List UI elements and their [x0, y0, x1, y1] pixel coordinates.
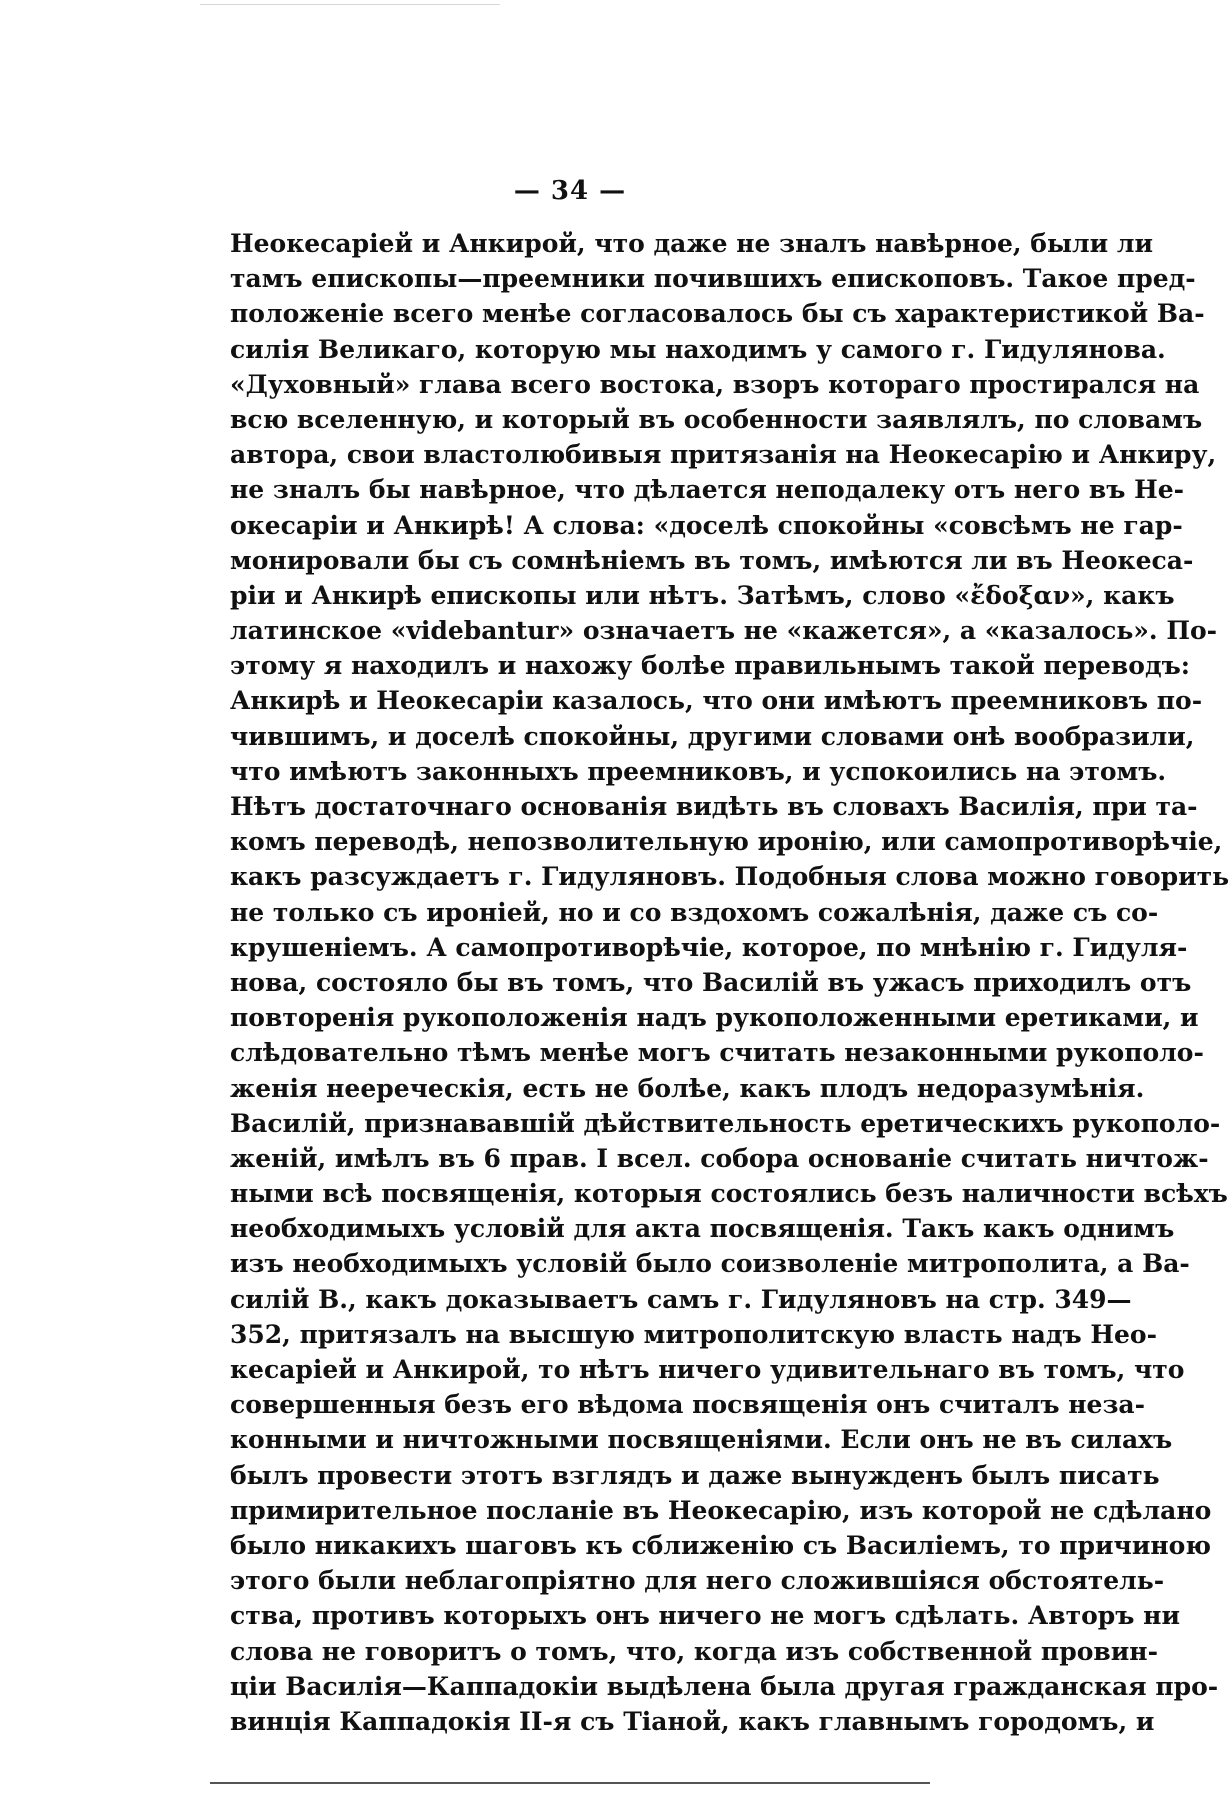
text-line: нова, состояло бы въ томъ, что Василій въ ужасъ приходилъ отъ	[230, 967, 1192, 997]
text-line: какъ разсуждаетъ г. Гидуляновъ. Подобныя слова можно говорить	[230, 862, 1229, 892]
text-line: «Духовный» глава всего востока, взоръ котораго простирался на	[230, 369, 1200, 399]
text-line: латинское «videbantur» означаетъ не «кажется», а «казалось». По-	[230, 616, 1217, 646]
text-line: чившимъ, и доселѣ спокойны, другими словами онѣ вообразили,	[230, 721, 1195, 751]
text-line: конными и ничтожными посвященіями. Если онъ не въ силахъ	[230, 1425, 1173, 1455]
text-line: что имѣютъ законныхъ преемниковъ, и успокоились на этомъ.	[230, 756, 1167, 786]
scan-edge-bottom	[210, 1782, 930, 1784]
text-line: былъ провести этотъ взглядъ и даже вынужденъ былъ писать	[230, 1460, 1160, 1490]
text-line: слова не говоритъ о томъ, что, когда изъ собственной провин-	[230, 1636, 1158, 1666]
text-line: комъ переводѣ, непозволительную иронію, или самопротиворѣчіе,	[230, 827, 1223, 857]
text-line: необходимыхъ условій для акта посвященія. Такъ какъ однимъ	[230, 1214, 1175, 1244]
text-line: окесаріи и Анкирѣ! А слова: «доселѣ спокойны «совсѣмъ не гар-	[230, 510, 1183, 540]
text-line: этого были неблагопріятно для него сложившіяся обстоятель-	[230, 1566, 1165, 1596]
text-line: было никакихъ шаговъ къ сближенію съ Василіемъ, то причиною	[230, 1530, 1211, 1560]
text-line: не только съ ироніей, но и со вздохомъ сожалѣнія, даже съ со-	[230, 897, 1159, 927]
text-line: тамъ епископы—преемники почившихъ епископовъ. Такое пред-	[230, 264, 1196, 294]
text-line: винція Каппадокія II-я съ Тіаной, какъ главнымъ городомъ, и	[230, 1706, 1155, 1736]
text-line: положеніе всего менѣе согласовалось бы съ характеристикой Ва-	[230, 299, 1205, 329]
text-line: Нѣтъ достаточнаго основанія видѣть въ словахъ Василія, при та-	[230, 792, 1198, 821]
text-line: ства, противъ которыхъ онъ ничего не могъ сдѣлать. Авторъ ни	[230, 1601, 1180, 1631]
text-line: 352, притязалъ на высшую митрополитскую власть надъ Нео-	[230, 1319, 1157, 1349]
text-line: Василій, признававшій дѣйствительность еретическихъ рукополо-	[230, 1108, 1221, 1138]
text-line: женія неереческія, есть не болѣе, какъ плодъ недоразумѣнія.	[230, 1073, 1145, 1103]
text-line: автора, свои властолюбивыя притязанія на Неокесарію и Анкиру,	[230, 440, 1217, 470]
body-text	[230, 226, 1229, 1739]
text-line: кесаріей и Анкирой, то нѣтъ ничего удивительнаго въ томъ, что	[230, 1355, 1185, 1384]
text-line: изъ необходимыхъ условій было соизволеніе митрополита, а Ва-	[230, 1249, 1190, 1279]
text-line: силія Великаго, которую мы находимъ у самого г. Гидулянова.	[230, 334, 1166, 364]
text-line: совершенныя безъ его вѣдома посвященія онъ считалъ неза-	[230, 1390, 1145, 1420]
text-line: не зналъ бы навѣрное, что дѣлается неподалеку отъ него въ Не-	[230, 475, 1184, 505]
text-line: этому я находилъ и нахожу болѣе правильнымъ такой переводъ:	[230, 651, 1191, 681]
page-number: — 34 —	[513, 176, 627, 206]
text-line: Анкирѣ и Неокесаріи казалось, что они имѣютъ преемниковъ по-	[230, 686, 1203, 716]
text-line: ными всѣ посвященія, которыя состоялись безъ наличности всѣхъ	[230, 1179, 1228, 1209]
text-line: ріи и Анкирѣ епископы или нѣтъ. Затѣмъ, слово «ἔδοξαν», какъ	[230, 580, 1175, 610]
text-line: монировали бы съ сомнѣніемъ въ томъ, имѣются ли въ Неокеса-	[230, 545, 1194, 575]
text-line: крушеніемъ. А самопротиворѣчіе, которое, по мнѣнію г. Гидуля-	[230, 932, 1188, 962]
text-line: силій В., какъ доказываетъ самъ г. Гидуляновъ на стр. 349—	[230, 1284, 1132, 1314]
text-line: примирительное посланіе въ Неокесарію, изъ которой не сдѣлано	[230, 1495, 1212, 1525]
scan-edge-top	[200, 4, 500, 5]
text-line: всю вселенную, и который въ особенности заявлялъ, по словамъ	[230, 404, 1203, 434]
text-line: слѣдовательно тѣмъ менѣе могъ считать незаконными рукополо-	[230, 1038, 1204, 1068]
text-line: ціи Василія—Каппадокіи выдѣлена была другая гражданская про-	[230, 1671, 1219, 1701]
text-line: женій, имѣлъ въ 6 прав. I всел. собора основаніе считать ничтож-	[230, 1143, 1209, 1173]
text-line: Неокесаріей и Анкирой, что даже не зналъ навѣрное, были ли	[230, 229, 1154, 258]
text-line: повторенія рукоположенія надъ рукоположенными еретиками, и	[230, 1003, 1199, 1033]
